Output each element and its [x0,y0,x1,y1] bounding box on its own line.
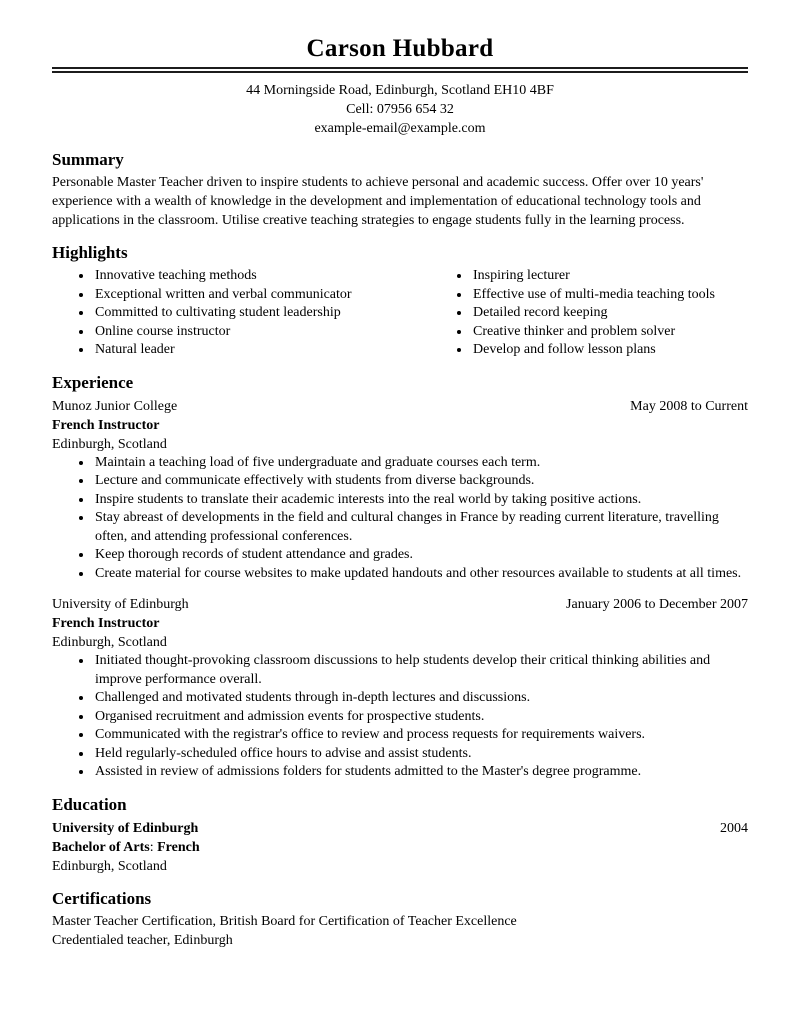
job-role: French Instructor [52,616,160,631]
job-bullet: • Challenged and motivated students through in-depth lectures and discussions. [93,689,748,708]
job-bullet-list [52,454,748,584]
job-bullet: • Keep thorough records of student attendance and grades. [93,546,748,565]
job-header [52,595,748,614]
job-dates: May 2008 to Current [630,398,748,414]
contact-email: example-email@example.com [314,121,486,136]
highlight-item: • Natural leader [93,341,430,360]
job-location: Edinburgh, Scotland [52,635,167,650]
job-bullet: • Stay abreast of developments in the field and cultural changes in France by reading current literature, travelling often, and attending professional conferences. [93,509,748,546]
experience-job-2 [52,595,748,782]
experience-job-1 [52,397,748,584]
job-bullet: • Create material for course websites to make updated handouts and other resources available to students at all times. [93,565,748,584]
highlights-left-column [52,267,430,360]
highlight-item: • Effective use of multi-media teaching tools [471,286,748,305]
job-bullet: • Held regularly-scheduled office hours to advise and assist students. [93,745,748,764]
job-bullet: • Organised recruitment and admission events for prospective students. [93,708,748,727]
job-location: Edinburgh, Scotland [52,436,167,452]
contact-address: 44 Morningside Road, Edinburgh, Scotland EH10 4BF [246,83,554,98]
education-header [52,819,748,838]
job-bullet-list [52,652,748,782]
certification-line: Master Teacher Certification, British Board for Certification of Teacher Excellence [52,913,517,929]
education-year: 2004 [720,820,748,836]
highlights-section-title: Highlights [52,243,128,262]
candidate-name: Carson Hubbard [306,35,494,62]
certification-line: Credentialed teacher, Edinburgh [52,932,233,948]
education-degree-separator: : [149,839,158,855]
summary-section-title: Summary [52,150,124,169]
contact-block [52,81,748,138]
highlights-right-list [430,267,748,360]
highlight-item: • Inspiring lecturer [471,267,748,286]
highlight-item: • Develop and follow lesson plans [471,341,748,360]
education-school: University of Edinburgh [52,820,199,836]
education-degree: Bachelor of Arts [52,839,150,855]
job-bullet: • Communicated with the registrar's office to review and process requests for requirements waivers. [93,726,748,745]
job-bullet: • Maintain a teaching load of five undergraduate and graduate courses each term. [93,454,748,473]
job-employer: Munoz Junior College [52,398,178,414]
experience-section-title: Experience [52,372,134,392]
highlight-item: • Exceptional written and verbal communicator [93,286,430,305]
job-header [52,397,748,416]
contact-cell: Cell: 07956 654 32 [346,102,454,117]
highlights-columns [52,267,748,360]
job-dates: January 2006 to December 2007 [566,597,748,612]
certifications-section-title: Certifications [52,888,152,908]
highlight-item: • Innovative teaching methods [93,267,430,286]
job-bullet: • Assisted in review of admissions folders for students admitted to the Master's degree programme. [93,763,748,782]
certifications-block [52,912,748,950]
job-bullet: • Inspire students to translate their academic interests into the real world by taking positive actions. [93,491,748,510]
highlight-item: • Detailed record keeping [471,304,748,323]
job-bullet: • Lecture and communicate effectively with students from diverse backgrounds. [93,472,748,491]
job-employer: University of Edinburgh [52,597,189,612]
highlights-left-list [52,267,430,360]
highlights-right-column [430,267,748,360]
summary-text: Personable Master Teacher driven to inspire students to achieve personal and academic success. Offer over 10 years' experience with a wealth of knowledge in the development and implementation of educational technology tools and applications in the classroom. Utilise creative teaching strategies to engage students fully in the learning process. [52,175,704,228]
education-section-title: Education [52,794,127,814]
job-bullet: • Initiated thought-provoking classroom discussions to help students develop their critical thinking abilities and improve performance overall. [93,652,748,689]
job-role: French Instructor [52,417,160,433]
education-location: Edinburgh, Scotland [52,858,167,874]
header-divider [52,67,748,73]
education-field: French [157,839,200,855]
highlight-item: • Online course instructor [93,323,430,342]
education-degree-line [52,838,748,857]
highlight-item: • Creative thinker and problem solver [471,323,748,342]
highlight-item: • Committed to cultivating student leadership [93,304,430,323]
